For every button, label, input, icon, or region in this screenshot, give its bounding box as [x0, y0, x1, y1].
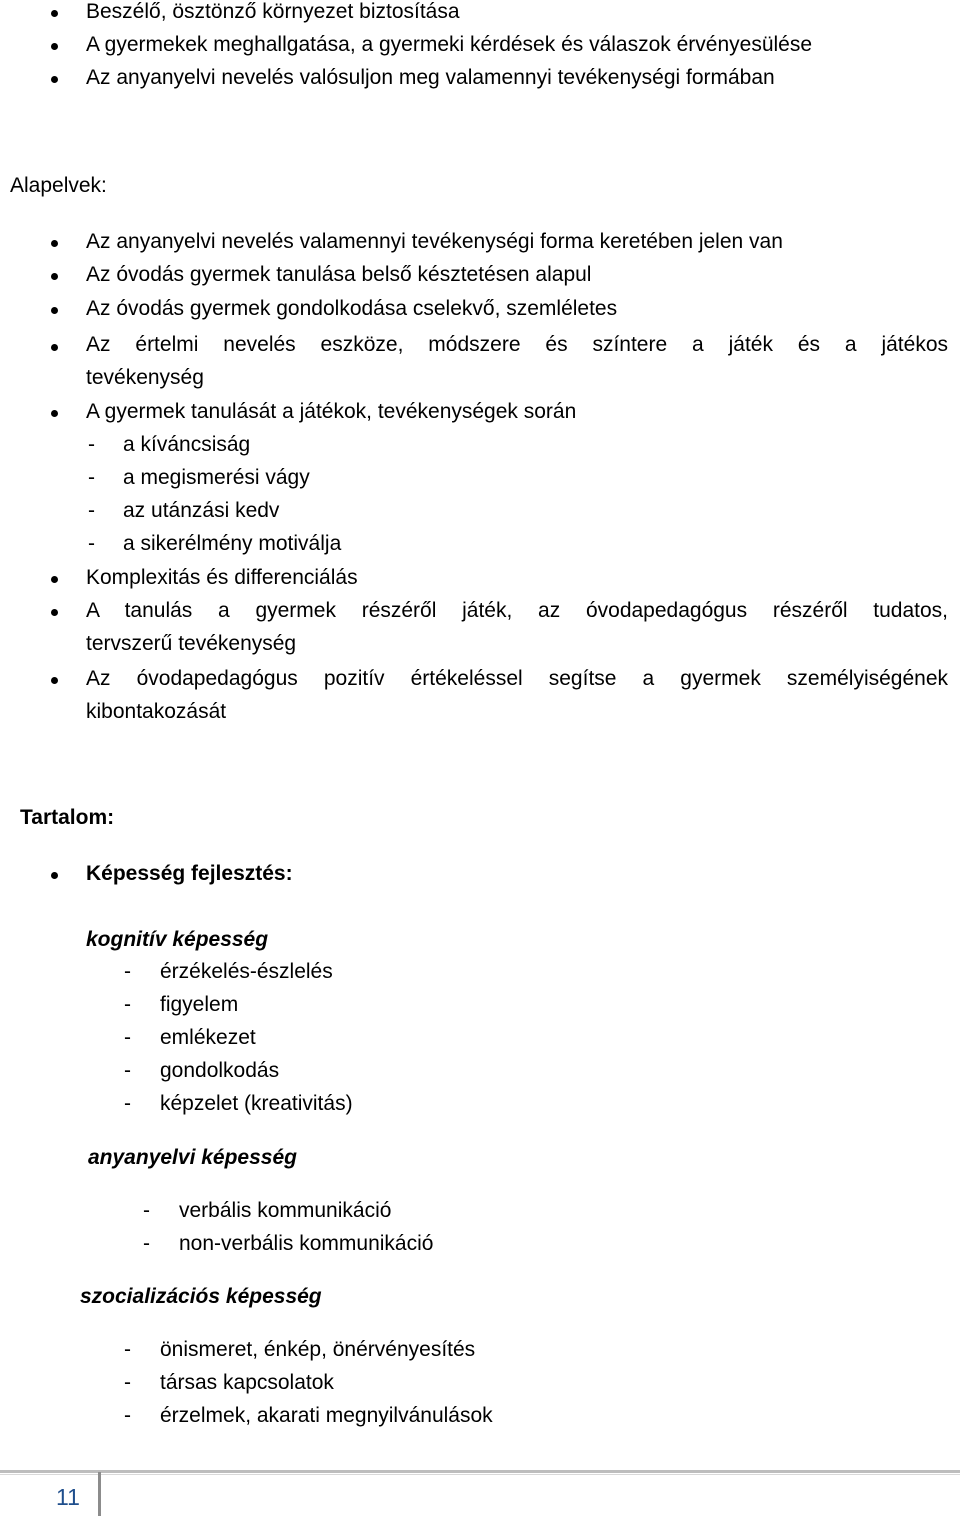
sub-item: a megismerési vágy [123, 466, 310, 489]
bullet-icon [51, 10, 58, 17]
list-item: társas kapcsolatok [160, 1371, 334, 1394]
list-item: figyelem [160, 993, 239, 1016]
bullet-icon [51, 273, 58, 280]
list-item: non-verbális kommunikáció [179, 1232, 434, 1255]
principle-item: Az értelmi nevelés eszköze, módszere és színtere a játék és a játékos [86, 333, 948, 356]
bullet-icon [51, 43, 58, 50]
cognitive-skill-title: kognitív képesség [86, 928, 269, 951]
content-heading: Tartalom: [20, 806, 115, 829]
principle-item-continued: tervszerű tevékenység [86, 632, 297, 655]
dash-marker: - [88, 499, 95, 522]
footer-divider-thin [0, 1474, 960, 1475]
bullet-icon [51, 307, 58, 314]
dash-marker: - [124, 1371, 131, 1394]
list-item: emlékezet [160, 1026, 256, 1049]
bullet-icon [51, 677, 58, 684]
dash-marker: - [124, 1404, 131, 1427]
bullet-icon [51, 576, 58, 583]
list-item: gondolkodás [160, 1059, 280, 1082]
dash-marker: - [88, 466, 95, 489]
dash-marker: - [124, 1026, 131, 1049]
goal-item: Beszélő, ösztönző környezet biztosítása [86, 0, 460, 23]
page-number-separator [98, 1472, 101, 1516]
principle-item: Az óvodapedagógus pozitív értékeléssel segítse a gyermek személyiségének [86, 667, 948, 690]
principle-item-continued: tevékenység [86, 366, 204, 389]
dash-marker: - [124, 1059, 131, 1082]
principle-item: Az óvodás gyermek tanulása belső késztetésen alapul [86, 263, 592, 286]
sub-item: a kíváncsiság [123, 433, 251, 456]
bullet-icon [51, 344, 58, 351]
dash-marker: - [143, 1232, 150, 1255]
goal-item: A gyermekek meghallgatása, a gyermeki kérdések és válaszok érvényesülése [86, 33, 813, 56]
dash-marker: - [88, 433, 95, 456]
principle-item-continued: kibontakozását [86, 700, 227, 723]
footer-divider [0, 1470, 960, 1473]
dash-marker: - [124, 1092, 131, 1115]
principles-heading: Alapelvek: [10, 174, 107, 197]
sub-item: a sikerélmény motiválja [123, 532, 342, 555]
dash-marker: - [124, 1338, 131, 1361]
dash-marker: - [143, 1199, 150, 1222]
bullet-icon [51, 240, 58, 247]
page-number: 11 [56, 1484, 80, 1510]
principle-item: A tanulás a gyermek részéről játék, az óvodapedagógus részéről tudatos, [86, 599, 948, 622]
principle-item: Az óvodás gyermek gondolkodása cselekvő, szemléletes [86, 297, 618, 320]
bullet-icon [51, 410, 58, 417]
principle-item: A gyermek tanulását a játékok, tevékenységek során [86, 400, 577, 423]
list-item: önismeret, énkép, önérvényesítés [160, 1338, 476, 1361]
bullet-icon [51, 609, 58, 616]
dash-marker: - [124, 993, 131, 1016]
principle-item: Komplexitás és differenciálás [86, 566, 358, 589]
dash-marker: - [124, 960, 131, 983]
list-item: érzelmek, akarati megnyilvánulások [160, 1404, 493, 1427]
bullet-icon [51, 76, 58, 83]
dash-marker: - [88, 532, 95, 555]
bullet-icon [51, 872, 58, 879]
sub-item: az utánzási kedv [123, 499, 280, 522]
principle-item: Az anyanyelvi nevelés valamennyi tevékenységi forma keretében jelen van [86, 230, 783, 253]
social-skill-title: szocializációs képesség [80, 1285, 322, 1308]
list-item: képzelet (kreativitás) [160, 1092, 353, 1115]
list-item: verbális kommunikáció [179, 1199, 392, 1222]
language-skill-title: anyanyelvi képesség [88, 1146, 297, 1169]
goal-item: Az anyanyelvi nevelés valósuljon meg valamennyi tevékenységi formában [86, 66, 775, 89]
list-item: érzékelés-észlelés [160, 960, 333, 983]
skill-development-heading: Képesség fejlesztés: [86, 862, 293, 885]
